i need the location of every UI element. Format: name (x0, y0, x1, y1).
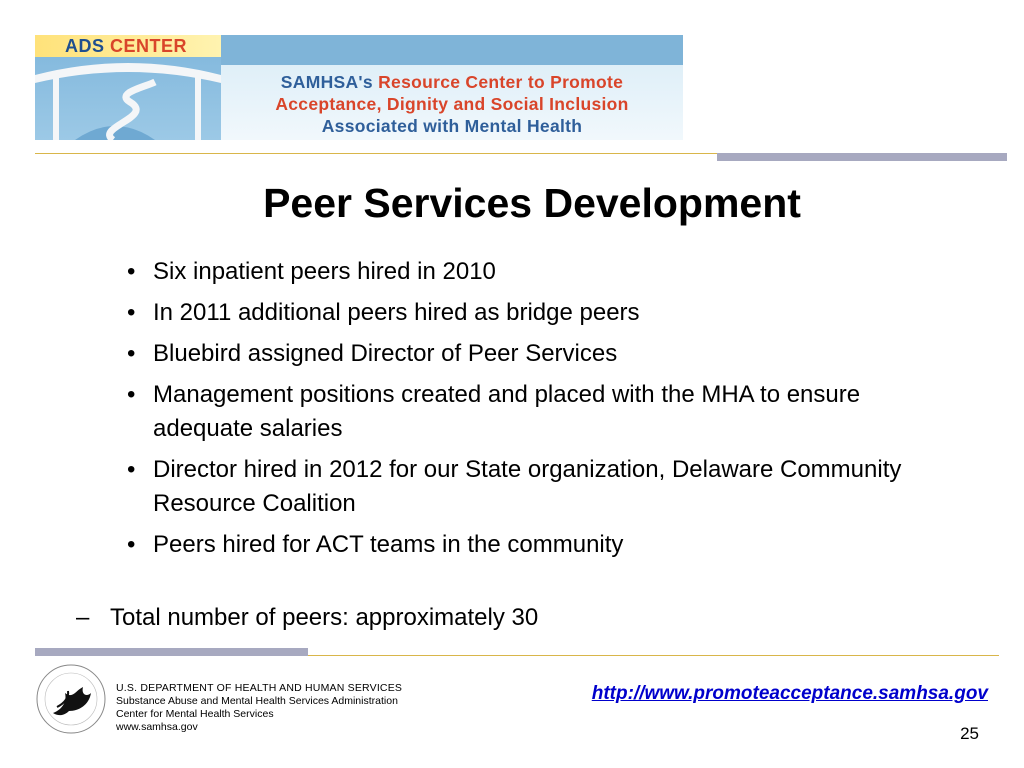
banner-line-2: Acceptance, Dignity and Social Inclusion (275, 94, 629, 114)
banner-line-3: Associated with Mental Health (321, 116, 583, 136)
bullet-icon: • (127, 531, 136, 558)
bullet-icon: • (127, 381, 136, 408)
peer-total-subpoint: – Total number of peers: approximately 30 (76, 604, 539, 631)
bullet-icon: • (127, 340, 136, 367)
promote-acceptance-link[interactable]: http://www.promoteacceptance.samhsa.gov (591, 683, 988, 704)
bullet-icon: • (127, 299, 136, 326)
dash-icon: – (76, 604, 90, 631)
slide-title: Peer Services Development (263, 180, 801, 226)
list-item: • Management positions created and placed with the MHA to ensure adequate salaries (127, 378, 883, 446)
header-divider-line (35, 153, 717, 154)
hhs-seal-icon (35, 663, 107, 735)
list-item: • In 2011 additional peers hired as bridge peers (127, 296, 927, 330)
banner-line-1: SAMHSA's Resource Center to Promote (280, 72, 624, 92)
ads-center-label: ADS CENTER (65, 36, 188, 56)
bullet-icon: • (127, 456, 136, 483)
ads-center-tag (35, 35, 221, 57)
bridge-icon (35, 57, 221, 140)
header-divider-bar (717, 153, 1007, 161)
footer-divider-line (308, 655, 999, 656)
hhs-department-text: U.S. DEPARTMENT OF HEALTH AND HUMAN SERVICES Substance Abuse and Mental Health Services Administration Center for Mental Health Services www.samhsa.gov (116, 682, 403, 733)
page-number: 25 (960, 724, 979, 743)
footer-divider-bar (35, 648, 308, 656)
bullet-list (127, 255, 927, 569)
bullet-icon: • (127, 258, 136, 285)
samhsa-resource-center-text (221, 65, 683, 140)
list-item: • Director hired in 2012 for our State organization, Delaware Community Resource Coalition (127, 453, 923, 521)
list-item: • Bluebird assigned Director of Peer Services (127, 337, 927, 371)
header-banner (35, 35, 683, 140)
list-item: • Peers hired for ACT teams in the community (127, 528, 927, 562)
list-item: • Six inpatient peers hired in 2010 (127, 255, 927, 289)
